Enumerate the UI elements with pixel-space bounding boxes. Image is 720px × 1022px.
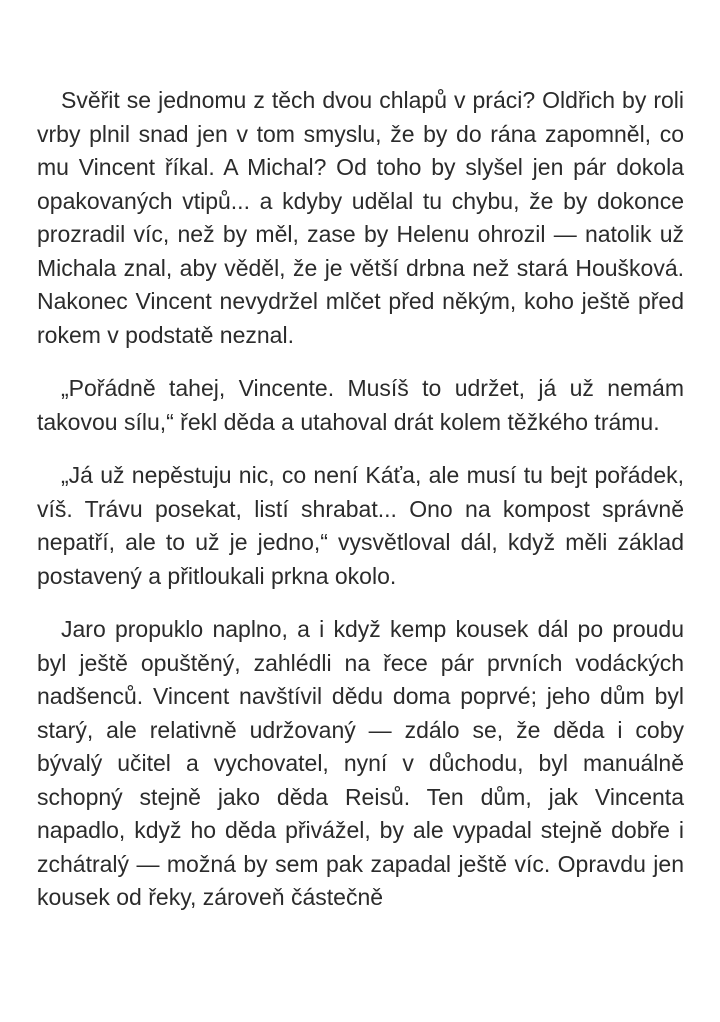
page-text bbox=[37, 84, 684, 915]
paragraph: „Pořádně tahej, Vincente. Musíš to udržet, já už nemám takovou sílu,“ řekl děda a utahoval drát kolem těžkého trámu. bbox=[37, 375, 684, 435]
paragraph: Jaro propuklo naplno, a i když kemp kousek dál po proudu byl ještě opuštěný, zahlédli na řece pár prvních vodáckých nadšenců. Vincent navštívil dědu doma poprvé; jeho dům byl starý, ale relativně udržovaný — zdálo se, že děda i coby bývalý učitel a vychovatel, nyní v důchodu, byl manuálně schopný stejně jako děda Reisů. Ten dům, jak Vincenta napadlo, když ho děda přivážel, by ale vypadal stejně dobře i zchátralý — možná by sem pak zapadal ještě víc. Opravdu jen kousek od řeky, zároveň částečně bbox=[37, 616, 684, 910]
paragraph: Svěřit se jednomu z těch dvou chlapů v práci? Oldřich by roli vrby plnil snad jen v tom smyslu, že by do rána zapomněl, co mu Vincent říkal. A Michal? Od toho by slyšel jen pár dokola opakovaných vtipů... a kdyby udělal tu chybu, že by dokonce prozradil víc, než by měl, zase by Helenu ohrozil — natolik už Michala znal, aby věděl, že je větší drbna než stará Houšková. Nakonec Vincent nevydržel mlčet před někým, koho ještě před rokem v podstatě neznal. bbox=[37, 87, 684, 348]
paragraph: „Já už nepěstuju nic, co není Káťa, ale musí tu bejt pořádek, víš. Trávu posekat, listí shrabat... Ono na kompost správně nepatří, ale to už je jedno,“ vysvětloval dál, když měli základ postavený a přitloukali prkna okolo. bbox=[37, 462, 684, 589]
